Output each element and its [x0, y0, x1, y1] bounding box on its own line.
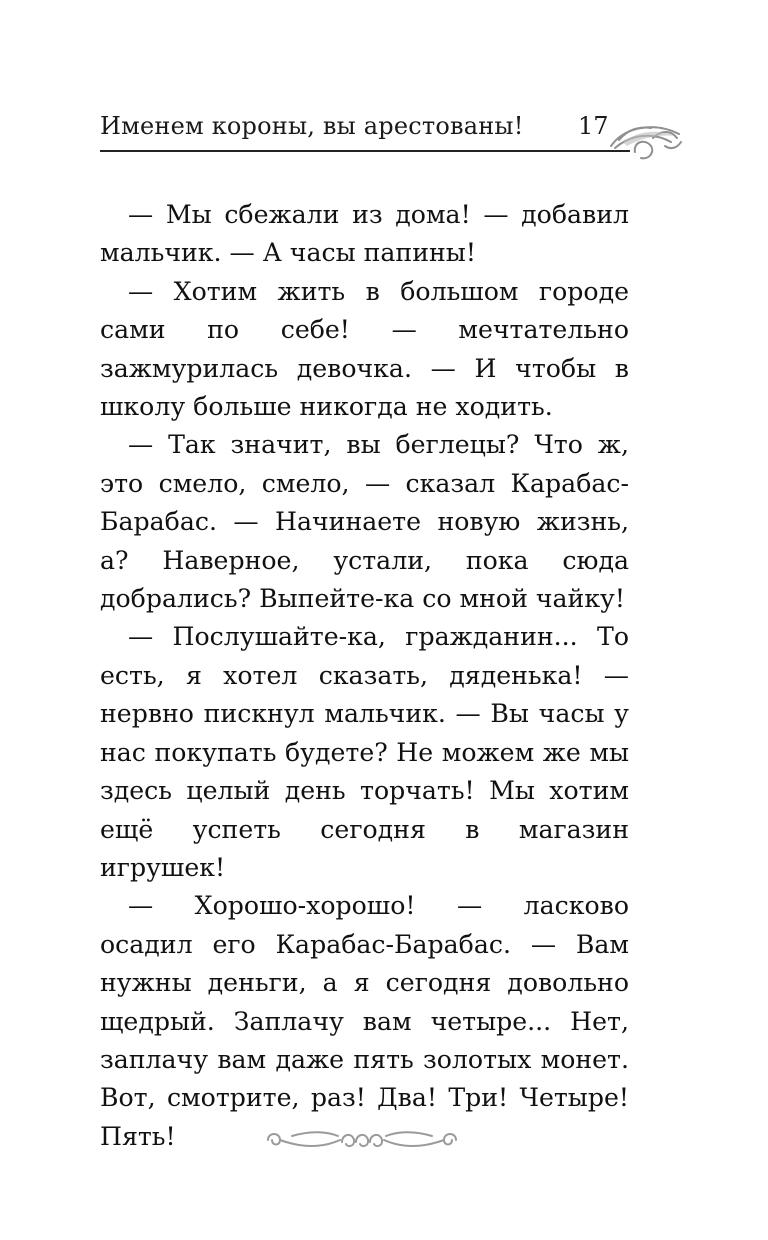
flourish-scroll-icon	[605, 116, 685, 164]
page-number: 17	[578, 112, 609, 140]
page-header	[100, 112, 700, 162]
header-rule	[100, 150, 630, 152]
paragraph: — Хорошо-хорошо! — ласково осадил его Карабас-Барабас. — Вам нужны деньги, а я сегодня довольно щедрый. Заплачу вам четыре... Нет, заплачу вам даже пять золотых монет. Вот, смотрите, раз! Два! Три! Четыре! Пять!	[100, 891, 629, 1151]
paragraph: — Послушайте-ка, гражданин... То есть, я хотел сказать, дяденька! — нервно пискнул мальчик. — Вы часы у нас покупать будете? Не можем же мы здесь целый день торчать! Мы хотим ещё успеть сегодня в магазин игрушек!	[100, 622, 629, 882]
paragraph: — Мы сбежали из дома! — добавил мальчик. — А часы папины!	[100, 200, 629, 268]
body-text	[100, 196, 629, 1156]
decorative-swirl-divider-icon	[262, 1118, 462, 1162]
running-title: Именем короны, вы арестованы!	[100, 112, 524, 140]
paragraph: — Так значит, вы беглецы? Что ж, это смело, смело, — сказал Карабас-Барабас. — Начинаете новую жизнь, а? Наверное, устали, пока сюда добрались? Выпейте-ка со мной чайку!	[100, 430, 629, 614]
paragraph: — Хотим жить в большом городе сами по себе! — мечтательно зажмурилась девочка. — И чтобы в школу больше никогда не ходить.	[100, 276, 629, 422]
